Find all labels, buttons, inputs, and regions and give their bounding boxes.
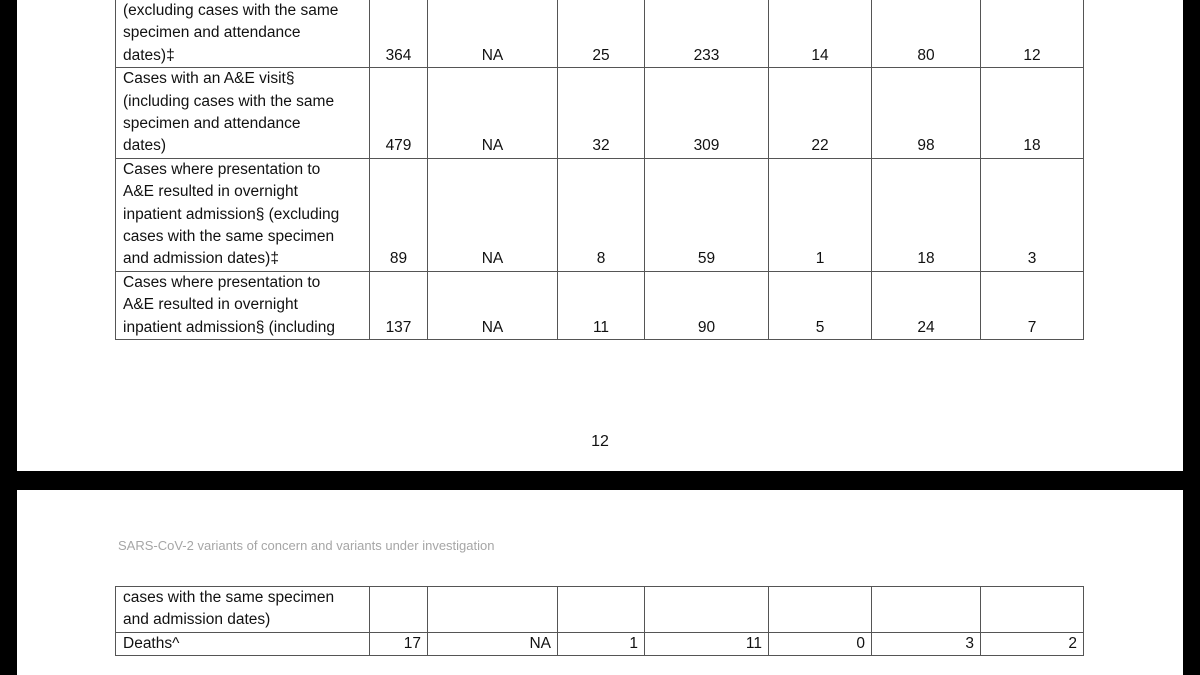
document-page-1: [17, 0, 1183, 471]
data-table-next-page: [115, 586, 1084, 656]
table-row: [116, 587, 1084, 633]
table-cell: 14: [769, 0, 872, 68]
table-cell: 309: [645, 68, 769, 159]
table-cell: 233: [645, 0, 769, 68]
table-cell: 98: [872, 68, 981, 159]
row-label: [116, 587, 370, 633]
table-row: [116, 158, 1084, 271]
page-number: 12: [591, 433, 609, 450]
table-cell: [872, 587, 981, 633]
row-label: [116, 158, 370, 271]
table-cell: NA: [428, 158, 558, 271]
table-cell: 25: [558, 0, 645, 68]
document-page-2: [17, 490, 1183, 675]
row-label: [116, 0, 370, 68]
table-cell: [981, 587, 1084, 633]
table-cell: 24: [872, 271, 981, 339]
row-label: [116, 271, 370, 339]
table-cell: [558, 587, 645, 633]
table-cell: 59: [645, 158, 769, 271]
row-label: [116, 632, 370, 655]
data-table-continued: [115, 0, 1084, 340]
row-label: [116, 68, 370, 159]
table-cell: 11: [645, 632, 769, 655]
running-header: SARS-CoV-2 variants of concern and variants under investigation: [118, 538, 495, 553]
table-cell: NA: [428, 632, 558, 655]
table-cell: 11: [558, 271, 645, 339]
table-cell: 8: [558, 158, 645, 271]
table-cell: 137: [370, 271, 428, 339]
table-cell: 2: [981, 632, 1084, 655]
row-label-text: Cases with an A&E visit§ (including cases with the same specimen and attendance dates): [123, 70, 335, 155]
table-cell: 1: [558, 632, 645, 655]
row-label-text: (excluding cases with the same specimen and attendance dates)‡: [123, 2, 339, 64]
table-row: [116, 68, 1084, 159]
table-cell: NA: [428, 271, 558, 339]
table-cell: 3: [872, 632, 981, 655]
table-row: [116, 271, 1084, 339]
table-cell: 18: [981, 68, 1084, 159]
table-cell: 479: [370, 68, 428, 159]
table-cell: 1: [769, 158, 872, 271]
row-label-text: cases with the same specimen and admission dates): [123, 589, 335, 629]
table-cell: [370, 587, 428, 633]
row-label-text: Deaths^: [123, 634, 180, 652]
table-cell: 80: [872, 0, 981, 68]
table-cell: 90: [645, 271, 769, 339]
table-row: [116, 0, 1084, 68]
table-cell: 22: [769, 68, 872, 159]
row-label-text: Cases where presentation to A&E resulted in overnight inpatient admission§ (including: [123, 273, 335, 336]
table-cell: 3: [981, 158, 1084, 271]
table-cell: NA: [428, 0, 558, 68]
table-cell: 17: [370, 632, 428, 655]
table-cell: [645, 587, 769, 633]
table-cell: 18: [872, 158, 981, 271]
table-cell: 32: [558, 68, 645, 159]
table-cell: 5: [769, 271, 872, 339]
table-cell: NA: [428, 68, 558, 159]
table-cell: 0: [769, 632, 872, 655]
table-cell: 364: [370, 0, 428, 68]
table-cell: 7: [981, 271, 1084, 339]
table-cell: 12: [981, 0, 1084, 68]
table-cell: [428, 587, 558, 633]
row-label-text: Cases where presentation to A&E resulted in overnight inpatient admission§ (excluding cases with the same specimen and admission dates)‡: [123, 160, 340, 268]
table-cell: 89: [370, 158, 428, 271]
table-cell: [769, 587, 872, 633]
table-row: [116, 632, 1084, 655]
